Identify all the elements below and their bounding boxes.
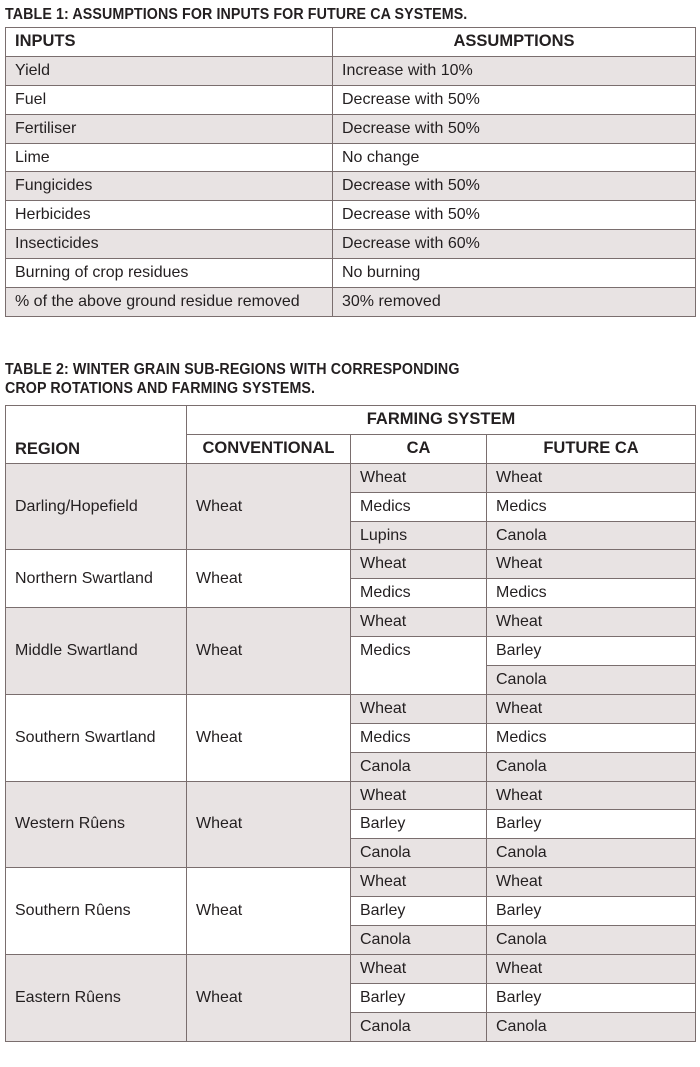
future-ca-cell: Wheat xyxy=(487,954,696,983)
table2-caption xyxy=(5,360,460,398)
assumption-cell: Increase with 10% xyxy=(333,56,696,85)
ca-cell: Wheat xyxy=(351,550,487,579)
region-cell: Southern Rûens xyxy=(6,868,187,955)
input-cell: Fungicides xyxy=(6,172,333,201)
region-cell: Southern Swartland xyxy=(6,694,187,781)
future-ca-cell: Wheat xyxy=(487,868,696,897)
table2-caption-line1: TABLE 2: WINTER GRAIN SUB-REGIONS WITH CORRESPONDING xyxy=(5,361,460,378)
future-ca-cell: Barley xyxy=(487,897,696,926)
table2-group-header-row xyxy=(6,406,696,435)
future-ca-cell: Wheat xyxy=(487,781,696,810)
assumption-cell: Decrease with 50% xyxy=(333,201,696,230)
conventional-cell: Wheat xyxy=(187,608,351,695)
assumption-cell: Decrease with 50% xyxy=(333,114,696,143)
ca-cell: Wheat xyxy=(351,954,487,983)
region-header: REGION xyxy=(6,406,187,464)
conventional-cell: Wheat xyxy=(187,868,351,955)
ca-cell: Canola xyxy=(351,1012,487,1041)
table-row xyxy=(6,259,696,288)
ca-cell: Barley xyxy=(351,897,487,926)
assumption-cell: No burning xyxy=(333,259,696,288)
input-cell: % of the above ground residue removed xyxy=(6,288,333,317)
input-cell: Lime xyxy=(6,143,333,172)
conventional-cell: Wheat xyxy=(187,550,351,608)
future-ca-cell: Canola xyxy=(487,521,696,550)
table-row xyxy=(6,114,696,143)
ca-cell: Medics xyxy=(351,723,487,752)
assumptions-header: ASSUMPTIONS xyxy=(333,28,696,57)
table-row xyxy=(6,694,696,723)
conventional-cell: Wheat xyxy=(187,463,351,550)
conventional-header: CONVENTIONAL xyxy=(187,434,351,463)
inputs-header: INPUTS xyxy=(6,28,333,57)
ca-header: CA xyxy=(351,434,487,463)
future-ca-cell: Medics xyxy=(487,579,696,608)
conventional-cell: Wheat xyxy=(187,694,351,781)
input-cell: Herbicides xyxy=(6,201,333,230)
farming-system-header: FARMING SYSTEM xyxy=(187,406,696,435)
future-ca-cell: Barley xyxy=(487,637,696,666)
assumption-cell: 30% removed xyxy=(333,288,696,317)
table1-header-row xyxy=(6,28,696,57)
table-row xyxy=(6,954,696,983)
input-cell: Burning of crop residues xyxy=(6,259,333,288)
future-ca-cell: Barley xyxy=(487,983,696,1012)
table-row xyxy=(6,463,696,492)
ca-cell: Canola xyxy=(351,839,487,868)
table-row xyxy=(6,85,696,114)
assumption-cell: No change xyxy=(333,143,696,172)
table-row xyxy=(6,288,696,317)
ca-cell: Wheat xyxy=(351,781,487,810)
ca-cell: Barley xyxy=(351,810,487,839)
ca-cell: Medics xyxy=(351,637,487,695)
ca-cell: Wheat xyxy=(351,694,487,723)
table-row xyxy=(6,608,696,637)
input-cell: Fuel xyxy=(6,85,333,114)
table-row xyxy=(6,230,696,259)
input-cell: Fertiliser xyxy=(6,114,333,143)
future-ca-cell: Wheat xyxy=(487,694,696,723)
assumptions-table xyxy=(5,27,696,317)
future-ca-cell: Canola xyxy=(487,926,696,955)
future-ca-header: FUTURE CA xyxy=(487,434,696,463)
conventional-cell: Wheat xyxy=(187,781,351,868)
table-row xyxy=(6,201,696,230)
ca-cell: Canola xyxy=(351,926,487,955)
table-row xyxy=(6,172,696,201)
assumption-cell: Decrease with 50% xyxy=(333,172,696,201)
future-ca-cell: Wheat xyxy=(487,463,696,492)
assumption-cell: Decrease with 50% xyxy=(333,85,696,114)
region-cell: Middle Swartland xyxy=(6,608,187,695)
input-cell: Yield xyxy=(6,56,333,85)
future-ca-cell: Barley xyxy=(487,810,696,839)
table1-caption: TABLE 1: ASSUMPTIONS FOR INPUTS FOR FUTURE CA SYSTEMS. xyxy=(5,6,468,23)
farming-systems-table xyxy=(5,405,696,1042)
table-row xyxy=(6,56,696,85)
future-ca-cell: Medics xyxy=(487,723,696,752)
region-cell: Western Rûens xyxy=(6,781,187,868)
ca-cell: Wheat xyxy=(351,608,487,637)
input-cell: Insecticides xyxy=(6,230,333,259)
ca-cell: Barley xyxy=(351,983,487,1012)
region-cell: Darling/Hopefield xyxy=(6,463,187,550)
ca-cell: Canola xyxy=(351,752,487,781)
ca-cell: Medics xyxy=(351,579,487,608)
future-ca-cell: Wheat xyxy=(487,608,696,637)
region-cell: Eastern Rûens xyxy=(6,954,187,1041)
future-ca-cell: Canola xyxy=(487,752,696,781)
future-ca-cell: Canola xyxy=(487,839,696,868)
ca-cell: Wheat xyxy=(351,463,487,492)
table-row xyxy=(6,781,696,810)
table2-caption-line2: CROP ROTATIONS AND FARMING SYSTEMS. xyxy=(5,380,316,397)
ca-cell: Lupins xyxy=(351,521,487,550)
ca-cell: Medics xyxy=(351,492,487,521)
table-row xyxy=(6,550,696,579)
ca-cell: Wheat xyxy=(351,868,487,897)
table-row xyxy=(6,143,696,172)
future-ca-cell: Canola xyxy=(487,1012,696,1041)
table-row xyxy=(6,868,696,897)
region-cell: Northern Swartland xyxy=(6,550,187,608)
conventional-cell: Wheat xyxy=(187,954,351,1041)
future-ca-cell: Medics xyxy=(487,492,696,521)
assumption-cell: Decrease with 60% xyxy=(333,230,696,259)
future-ca-cell: Canola xyxy=(487,666,696,695)
future-ca-cell: Wheat xyxy=(487,550,696,579)
